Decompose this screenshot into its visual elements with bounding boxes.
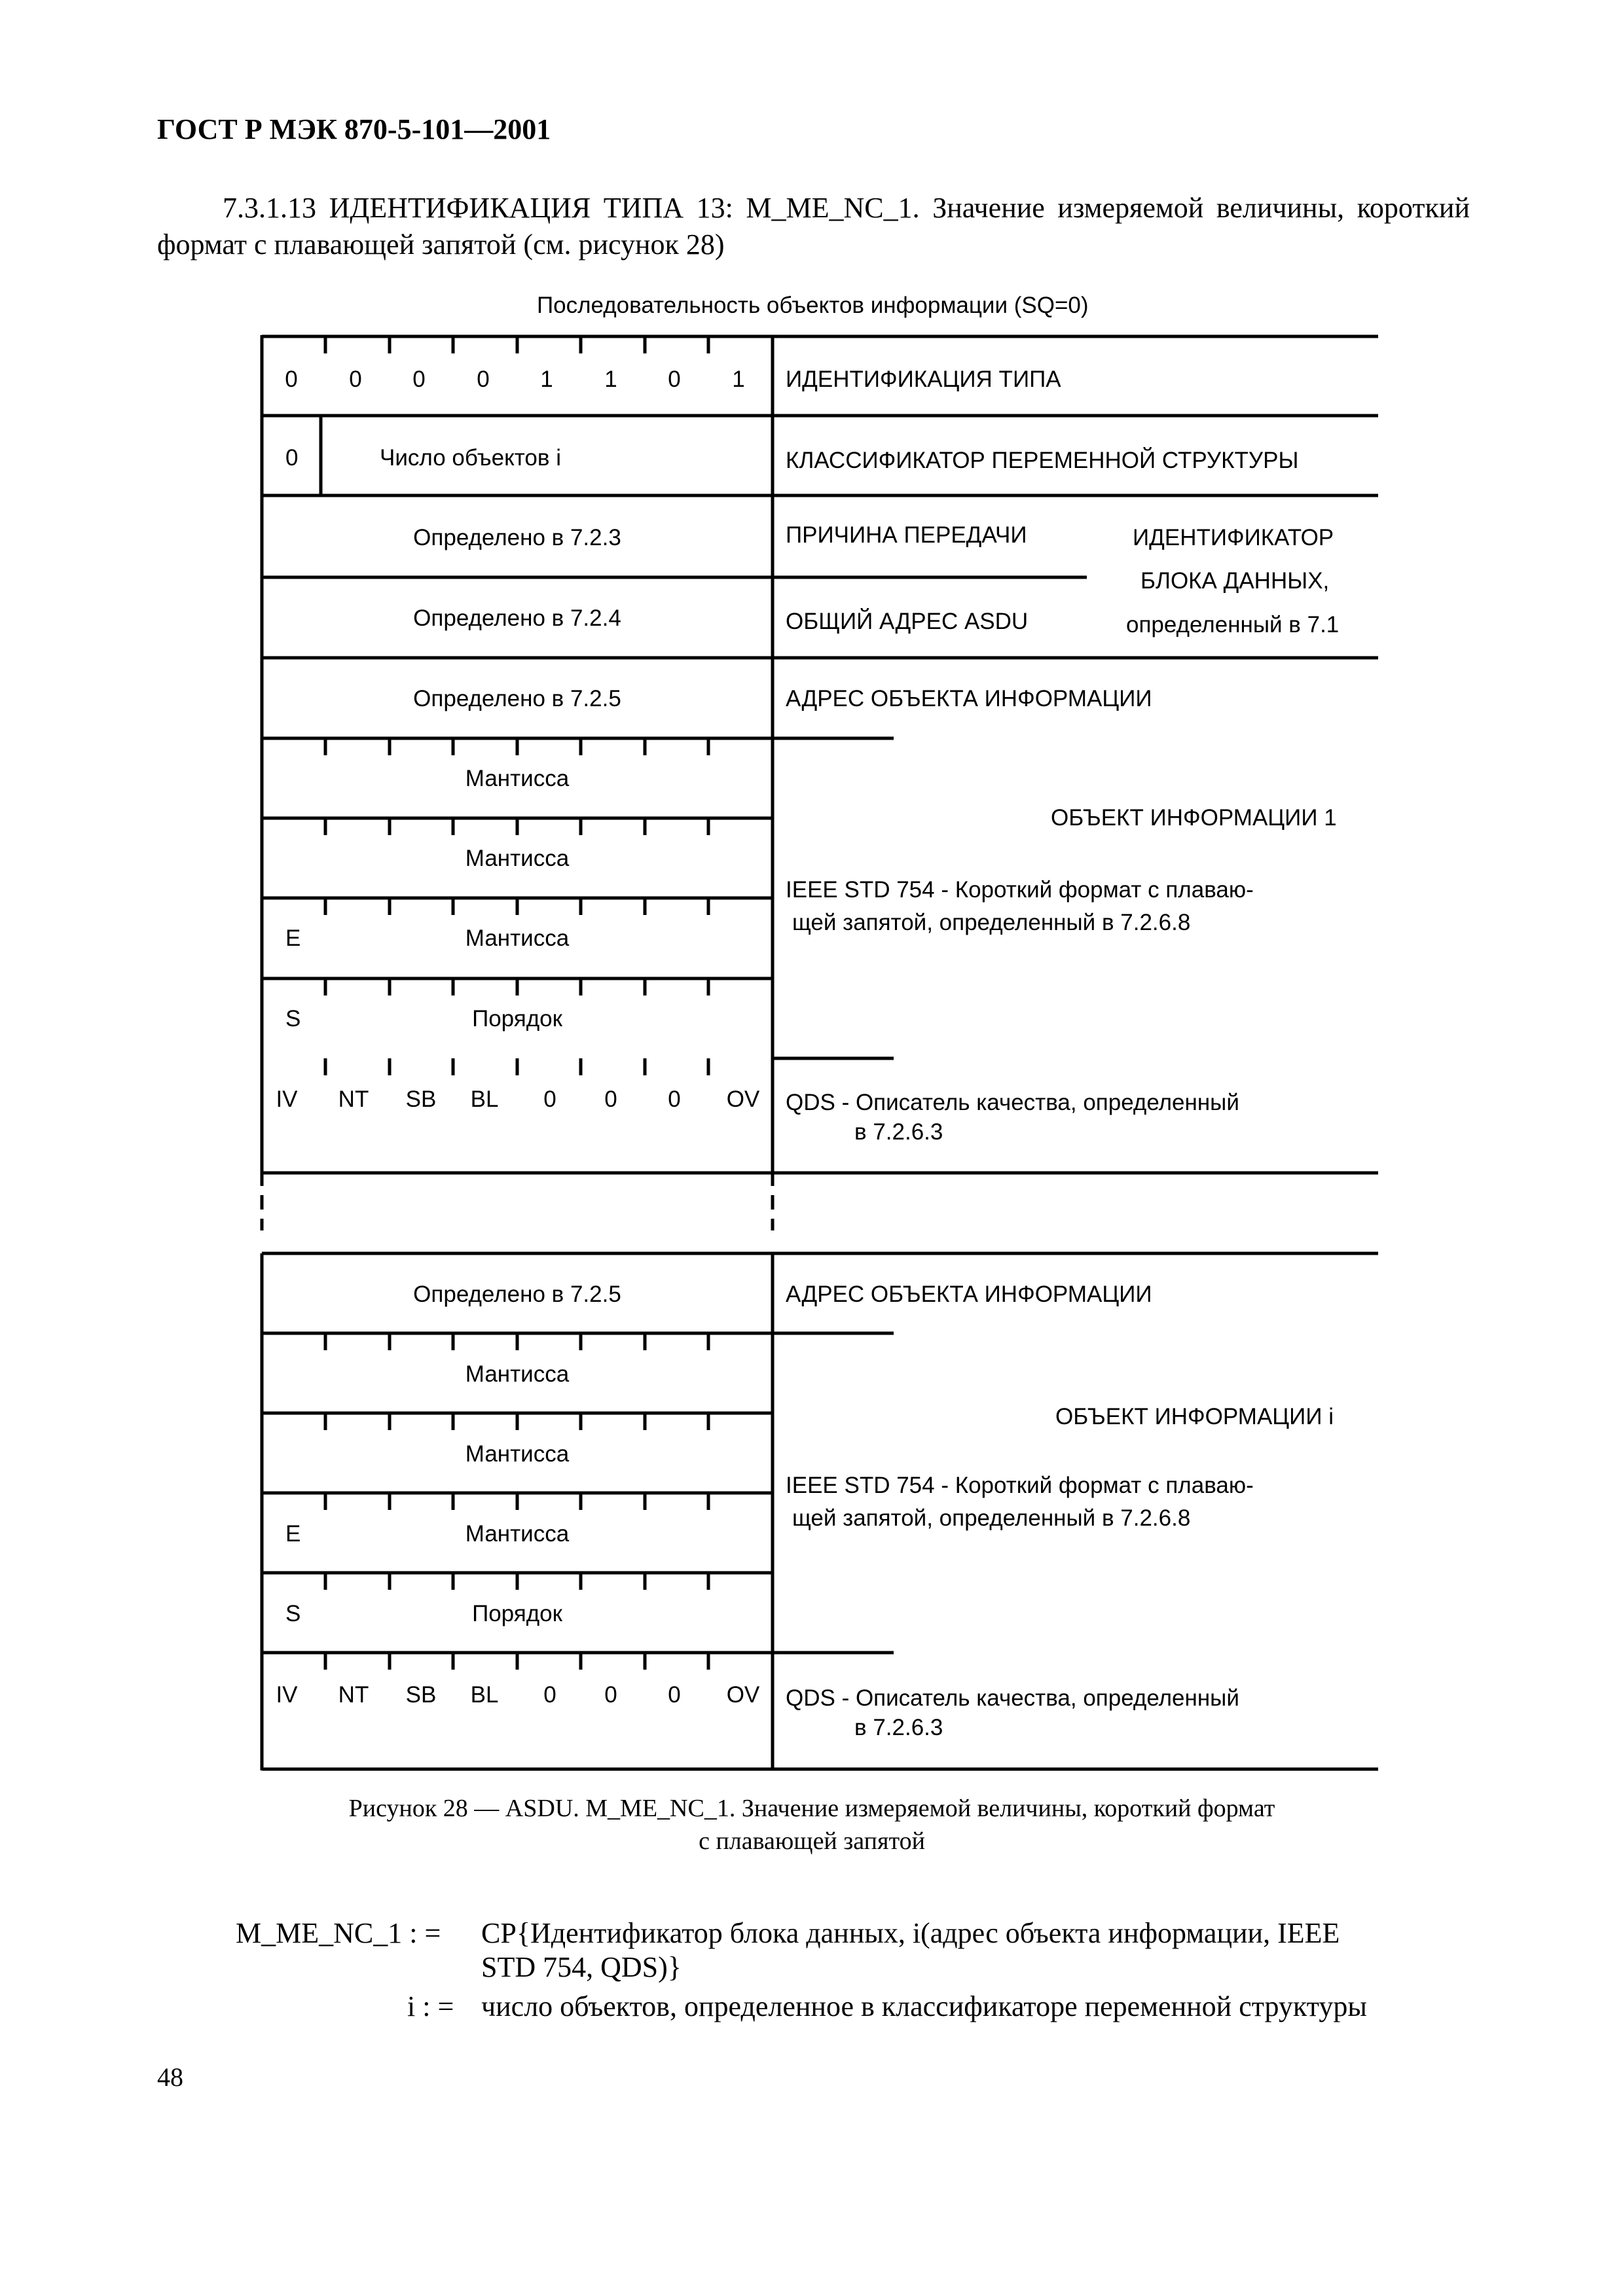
mantissa-text: Мантисса — [465, 1521, 570, 1547]
ioa-label: АДРЕС ОБЪЕКТА ИНФОРМАЦИИ — [786, 1282, 1152, 1307]
ieee-line2: щей запятой, определенный в 7.2.6.8 — [792, 910, 1191, 935]
qds-bit: 0 — [543, 1086, 556, 1112]
document-header: ГОСТ Р МЭК 870-5-101—2001 — [157, 113, 551, 145]
object-i-label: ОБЪЕКТ ИНФОРМАЦИИ i — [1055, 1404, 1334, 1429]
s-bit: S — [285, 1006, 301, 1031]
ieee-line2: щей запятой, определенный в 7.2.6.8 — [792, 1505, 1191, 1531]
qds-bit: NT — [338, 1682, 369, 1708]
type-bit: 0 — [349, 367, 362, 392]
common-address-label: ОБЩИЙ АДРЕС ASDU — [786, 609, 1029, 634]
s-bit: S — [285, 1601, 301, 1626]
mantissa-text: Мантисса — [465, 766, 570, 791]
page-number: 48 — [157, 2062, 183, 2092]
mantissa-text: Мантисса — [465, 1441, 570, 1467]
qds-bit: 0 — [604, 1086, 617, 1112]
ieee-line1: IEEE STD 754 - Короткий формат с плаваю- — [786, 1473, 1254, 1498]
vsq-count-text: Число объектов i — [380, 445, 561, 471]
type-bit: 1 — [604, 367, 617, 392]
formula-lhs-2: i : = — [407, 1990, 454, 2022]
mantissa-text: Мантисса — [465, 1361, 570, 1387]
type-bit: 0 — [668, 367, 681, 392]
qds-bit: BL — [470, 1086, 499, 1112]
figure-caption-line2: с плавающей запятой — [699, 1827, 925, 1855]
dui-line3: определенный в 7.1 — [1126, 612, 1340, 637]
type-bit: 0 — [477, 367, 490, 392]
ioa-label: АДРЕС ОБЪЕКТА ИНФОРМАЦИИ — [786, 686, 1152, 711]
type-bit: 0 — [412, 367, 426, 392]
qds-bit: BL — [470, 1682, 499, 1708]
type-bit: 0 — [285, 367, 298, 392]
def-725-text: Определено в 7.2.5 — [413, 1282, 621, 1307]
vsq-label: КЛАССИФИКАТОР ПЕРЕМЕННОЙ СТРУКТУРЫ — [786, 448, 1299, 473]
qds-bit: OV — [726, 1682, 760, 1708]
ieee-line1: IEEE STD 754 - Короткий формат с плаваю- — [786, 877, 1254, 903]
qds-bit: 0 — [543, 1682, 556, 1708]
e-bit: E — [285, 1521, 301, 1547]
exponent-text: Порядок — [472, 1601, 562, 1626]
type-bit: 1 — [732, 367, 745, 392]
qds-bit: SB — [405, 1086, 437, 1112]
mantissa-text: Мантисса — [465, 925, 570, 951]
figure-title: Последовательность объектов информации (SQ=0) — [537, 293, 1089, 318]
def-724-text: Определено в 7.2.4 — [413, 605, 621, 631]
qds-line1: QDS - Описатель качества, определенный — [786, 1685, 1239, 1711]
qds-bit: 0 — [604, 1682, 617, 1708]
type-bit: 1 — [540, 367, 553, 392]
def-725-text: Определено в 7.2.5 — [413, 686, 621, 711]
qds-bit: IV — [276, 1682, 298, 1708]
qds-line1: QDS - Описатель качества, определенный — [786, 1090, 1239, 1115]
formula-rhs-2: число объектов, определенное в классификаторе переменной структуры — [481, 1990, 1367, 2022]
qds-line2: в 7.2.6.3 — [854, 1715, 943, 1740]
qds-bit: IV — [276, 1086, 298, 1112]
section-paragraph: 7.3.1.13 ИДЕНТИФИКАЦИЯ ТИПА 13: M_ME_NC_1. Значение измеряемой величины, короткий формат с плавающей запятой (см. рисунок 28) — [157, 192, 1470, 260]
mantissa-text: Мантисса — [465, 846, 570, 871]
qds-line2: в 7.2.6.3 — [854, 1119, 943, 1145]
qds-bit: 0 — [668, 1682, 681, 1708]
formula-rhs-1-line2: STD 754, QDS)} — [481, 1951, 682, 1983]
qds-bit: 0 — [668, 1086, 681, 1112]
qds-bit: NT — [338, 1086, 369, 1112]
dui-line1: ИДЕНТИФИКАТОР — [1133, 525, 1334, 550]
exponent-text: Порядок — [472, 1006, 562, 1031]
figure-caption-line1: Рисунок 28 — ASDU. M_ME_NC_1. Значение измеряемой величины, короткий формат — [348, 1795, 1275, 1822]
object-1-label: ОБЪЕКТ ИНФОРМАЦИИ 1 — [1051, 805, 1337, 831]
qds-bit: SB — [405, 1682, 437, 1708]
e-bit: E — [285, 925, 301, 951]
cot-label: ПРИЧИНА ПЕРЕДАЧИ — [786, 522, 1027, 548]
type-id-label: ИДЕНТИФИКАЦИЯ ТИПА — [786, 367, 1061, 392]
qds-bit: OV — [726, 1086, 760, 1112]
formula-rhs-1-line1: CP{Идентификатор блока данных, i(адрес объекта информации, IEEE — [481, 1917, 1340, 1949]
dui-line2: БЛОКА ДАННЫХ, — [1140, 568, 1330, 594]
formula-lhs-1: M_ME_NC_1 : = — [236, 1917, 441, 1949]
def-723-text: Определено в 7.2.3 — [413, 525, 621, 550]
vsq-bit: 0 — [285, 445, 299, 471]
